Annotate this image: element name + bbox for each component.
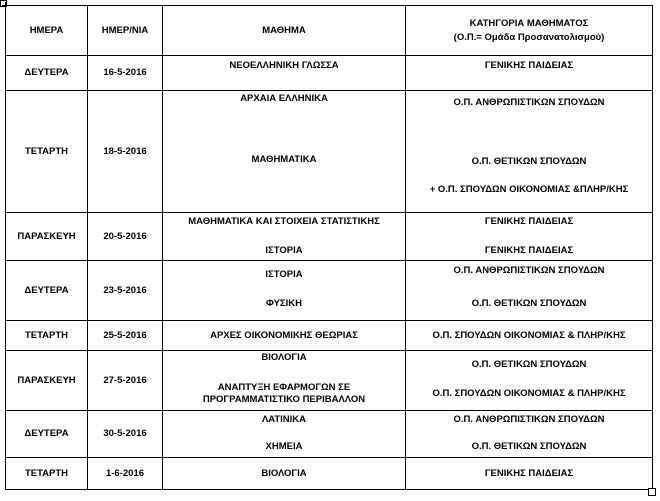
category-cell xyxy=(406,213,653,261)
subject-name: ΝΕΟΕΛΛΗΝΙΚΗ ΓΛΩΣΣΑ xyxy=(229,60,339,71)
day-cell: ΔΕΥΤΕΡΑ xyxy=(6,261,88,321)
category-name: Ο.Π. ΑΝΘΡΩΠΙΣΤΙΚΩΝ ΣΠΟΥΔΩΝ xyxy=(453,414,605,425)
subject-name: ΑΝΑΠΤΥΞΗ ΕΦΑΡΜΟΓΩΝ ΣΕ xyxy=(217,382,351,393)
subject-cell xyxy=(163,91,406,213)
day-cell: ΔΕΥΤΕΡΑ xyxy=(6,56,88,91)
category-name: Ο.Π. ΘΕΤΙΚΩΝ ΣΠΟΥΔΩΝ xyxy=(471,156,587,167)
category-cell xyxy=(406,411,653,458)
category-cell xyxy=(406,458,653,490)
table-row xyxy=(6,411,653,458)
subject-name: ΒΙΟΛΟΓΙΑ xyxy=(261,352,307,363)
table-row xyxy=(6,321,653,351)
subject-cell xyxy=(163,351,406,411)
category-name: Ο.Π. ΣΠΟΥΔΩΝ ΟΙΚΟΝΟΜΙΑΣ & ΠΛΗΡ/ΚΗΣ xyxy=(432,388,626,399)
category-cell xyxy=(406,351,653,411)
subject-cell xyxy=(163,458,406,490)
date-cell: 16-5-2016 xyxy=(88,56,163,91)
subject-cell xyxy=(163,411,406,458)
date-cell: 30-5-2016 xyxy=(88,411,163,458)
table-row xyxy=(6,56,653,91)
subject-name: ΛΑΤΙΝΙΚΑ xyxy=(261,414,307,425)
subject-name: ΜΑΘΗΜΑΤΙΚΑ xyxy=(251,154,317,165)
date-cell: 23-5-2016 xyxy=(88,261,163,321)
table-row xyxy=(6,91,653,213)
category-cell xyxy=(406,261,653,321)
category-cell xyxy=(406,321,653,351)
date-cell: 1-6-2016 xyxy=(88,458,163,490)
subject-name: ΧΗΜΕΙΑ xyxy=(265,441,303,452)
date-cell: 25-5-2016 xyxy=(88,321,163,351)
subject-cell xyxy=(163,213,406,261)
category-name: Ο.Π. ΘΕΤΙΚΩΝ ΣΠΟΥΔΩΝ xyxy=(471,298,587,309)
subject-name: ΦΥΣΙΚΗ xyxy=(266,298,302,309)
subject-cell xyxy=(163,261,406,321)
category-cell xyxy=(406,91,653,213)
category-name: Ο.Π. ΑΝΘΡΩΠΙΣΤΙΚΩΝ ΣΠΟΥΔΩΝ xyxy=(453,97,605,108)
header-category-title: ΚΑΤΗΓΟΡΙΑ ΜΑΘΗΜΑΤΟΣ xyxy=(469,17,589,29)
category-name: ΓΕΝΙΚΗΣ ΠΑΙΔΕΙΑΣ xyxy=(484,216,574,227)
subject-cell xyxy=(163,56,406,91)
category-name: Ο.Π. ΑΝΘΡΩΠΙΣΤΙΚΩΝ ΣΠΟΥΔΩΝ xyxy=(453,265,605,276)
subject-name: ΙΣΤΟΡΙΑ xyxy=(265,245,303,256)
table-row xyxy=(6,351,653,411)
table-row xyxy=(6,213,653,261)
header-day: ΗΜΕΡΑ xyxy=(6,6,88,56)
header-category xyxy=(406,6,653,56)
date-cell: 20-5-2016 xyxy=(88,213,163,261)
category-name: + Ο.Π. ΣΠΟΥΔΩΝ ΟΙΚΟΝΟΜΙΑΣ &ΠΛΗΡ/ΚΗΣ xyxy=(429,184,629,195)
exam-schedule-table xyxy=(5,5,653,490)
day-cell: ΠΑΡΑΣΚΕΥΗ xyxy=(6,213,88,261)
date-cell: 27-5-2016 xyxy=(88,351,163,411)
day-cell: ΠΑΡΑΣΚΕΥΗ xyxy=(6,351,88,411)
table-resize-handle[interactable] xyxy=(648,488,656,496)
subject-name: ΠΡΟΓΡΑΜΜΑΤΙΣΤΙΚΟ ΠΕΡΙΒΑΛΛΟΝ xyxy=(202,394,366,405)
category-name: Ο.Π. ΣΠΟΥΔΩΝ ΟΙΚΟΝΟΜΙΑΣ & ΠΛΗΡ/ΚΗΣ xyxy=(432,329,626,341)
category-name: ΓΕΝΙΚΗΣ ΠΑΙΔΕΙΑΣ xyxy=(484,245,574,256)
subject-name: ΑΡΧΕΣ ΟΙΚΟΝΟΜΙΚΗΣ ΘΕΩΡΙΑΣ xyxy=(210,329,358,341)
day-cell: ΤΕΤΑΡΤΗ xyxy=(6,458,88,490)
subject-name: ΜΑΘΗΜΑΤΙΚΑ ΚΑΙ ΣΤΟΙΧΕΙΑ ΣΤΑΤΙΣΤΙΚΗΣ xyxy=(188,216,380,227)
subject-name: ΒΙΟΛΟΓΙΑ xyxy=(261,467,307,479)
table-row xyxy=(6,261,653,321)
table-row xyxy=(6,458,653,490)
category-name: Ο.Π. ΘΕΤΙΚΩΝ ΣΠΟΥΔΩΝ xyxy=(471,441,587,452)
header-date: ΗΜΕΡ/ΝΙΑ xyxy=(88,6,163,56)
header-subject: ΜΑΘΗΜΑ xyxy=(163,6,406,56)
day-cell: ΤΕΤΑΡΤΗ xyxy=(6,321,88,351)
header-category-note: (Ο.Π.= Ομάδα Προσανατολισμού) xyxy=(453,31,605,43)
day-cell: ΤΕΤΑΡΤΗ xyxy=(6,91,88,213)
day-cell: ΔΕΥΤΕΡΑ xyxy=(6,411,88,458)
subject-name: ΙΣΤΟΡΙΑ xyxy=(265,269,303,280)
subject-name: ΑΡΧΑΙΑ ΕΛΛΗΝΙΚΑ xyxy=(240,93,328,104)
category-cell xyxy=(406,56,653,91)
category-name: ΓΕΝΙΚΗΣ ΠΑΙΔΕΙΑΣ xyxy=(484,60,574,71)
table-header-row xyxy=(6,6,653,56)
category-name: ΓΕΝΙΚΗΣ ΠΑΙΔΕΙΑΣ xyxy=(484,467,574,479)
date-cell: 18-5-2016 xyxy=(88,91,163,213)
category-name: Ο.Π. ΘΕΤΙΚΩΝ ΣΠΟΥΔΩΝ xyxy=(471,359,587,370)
subject-cell xyxy=(163,321,406,351)
